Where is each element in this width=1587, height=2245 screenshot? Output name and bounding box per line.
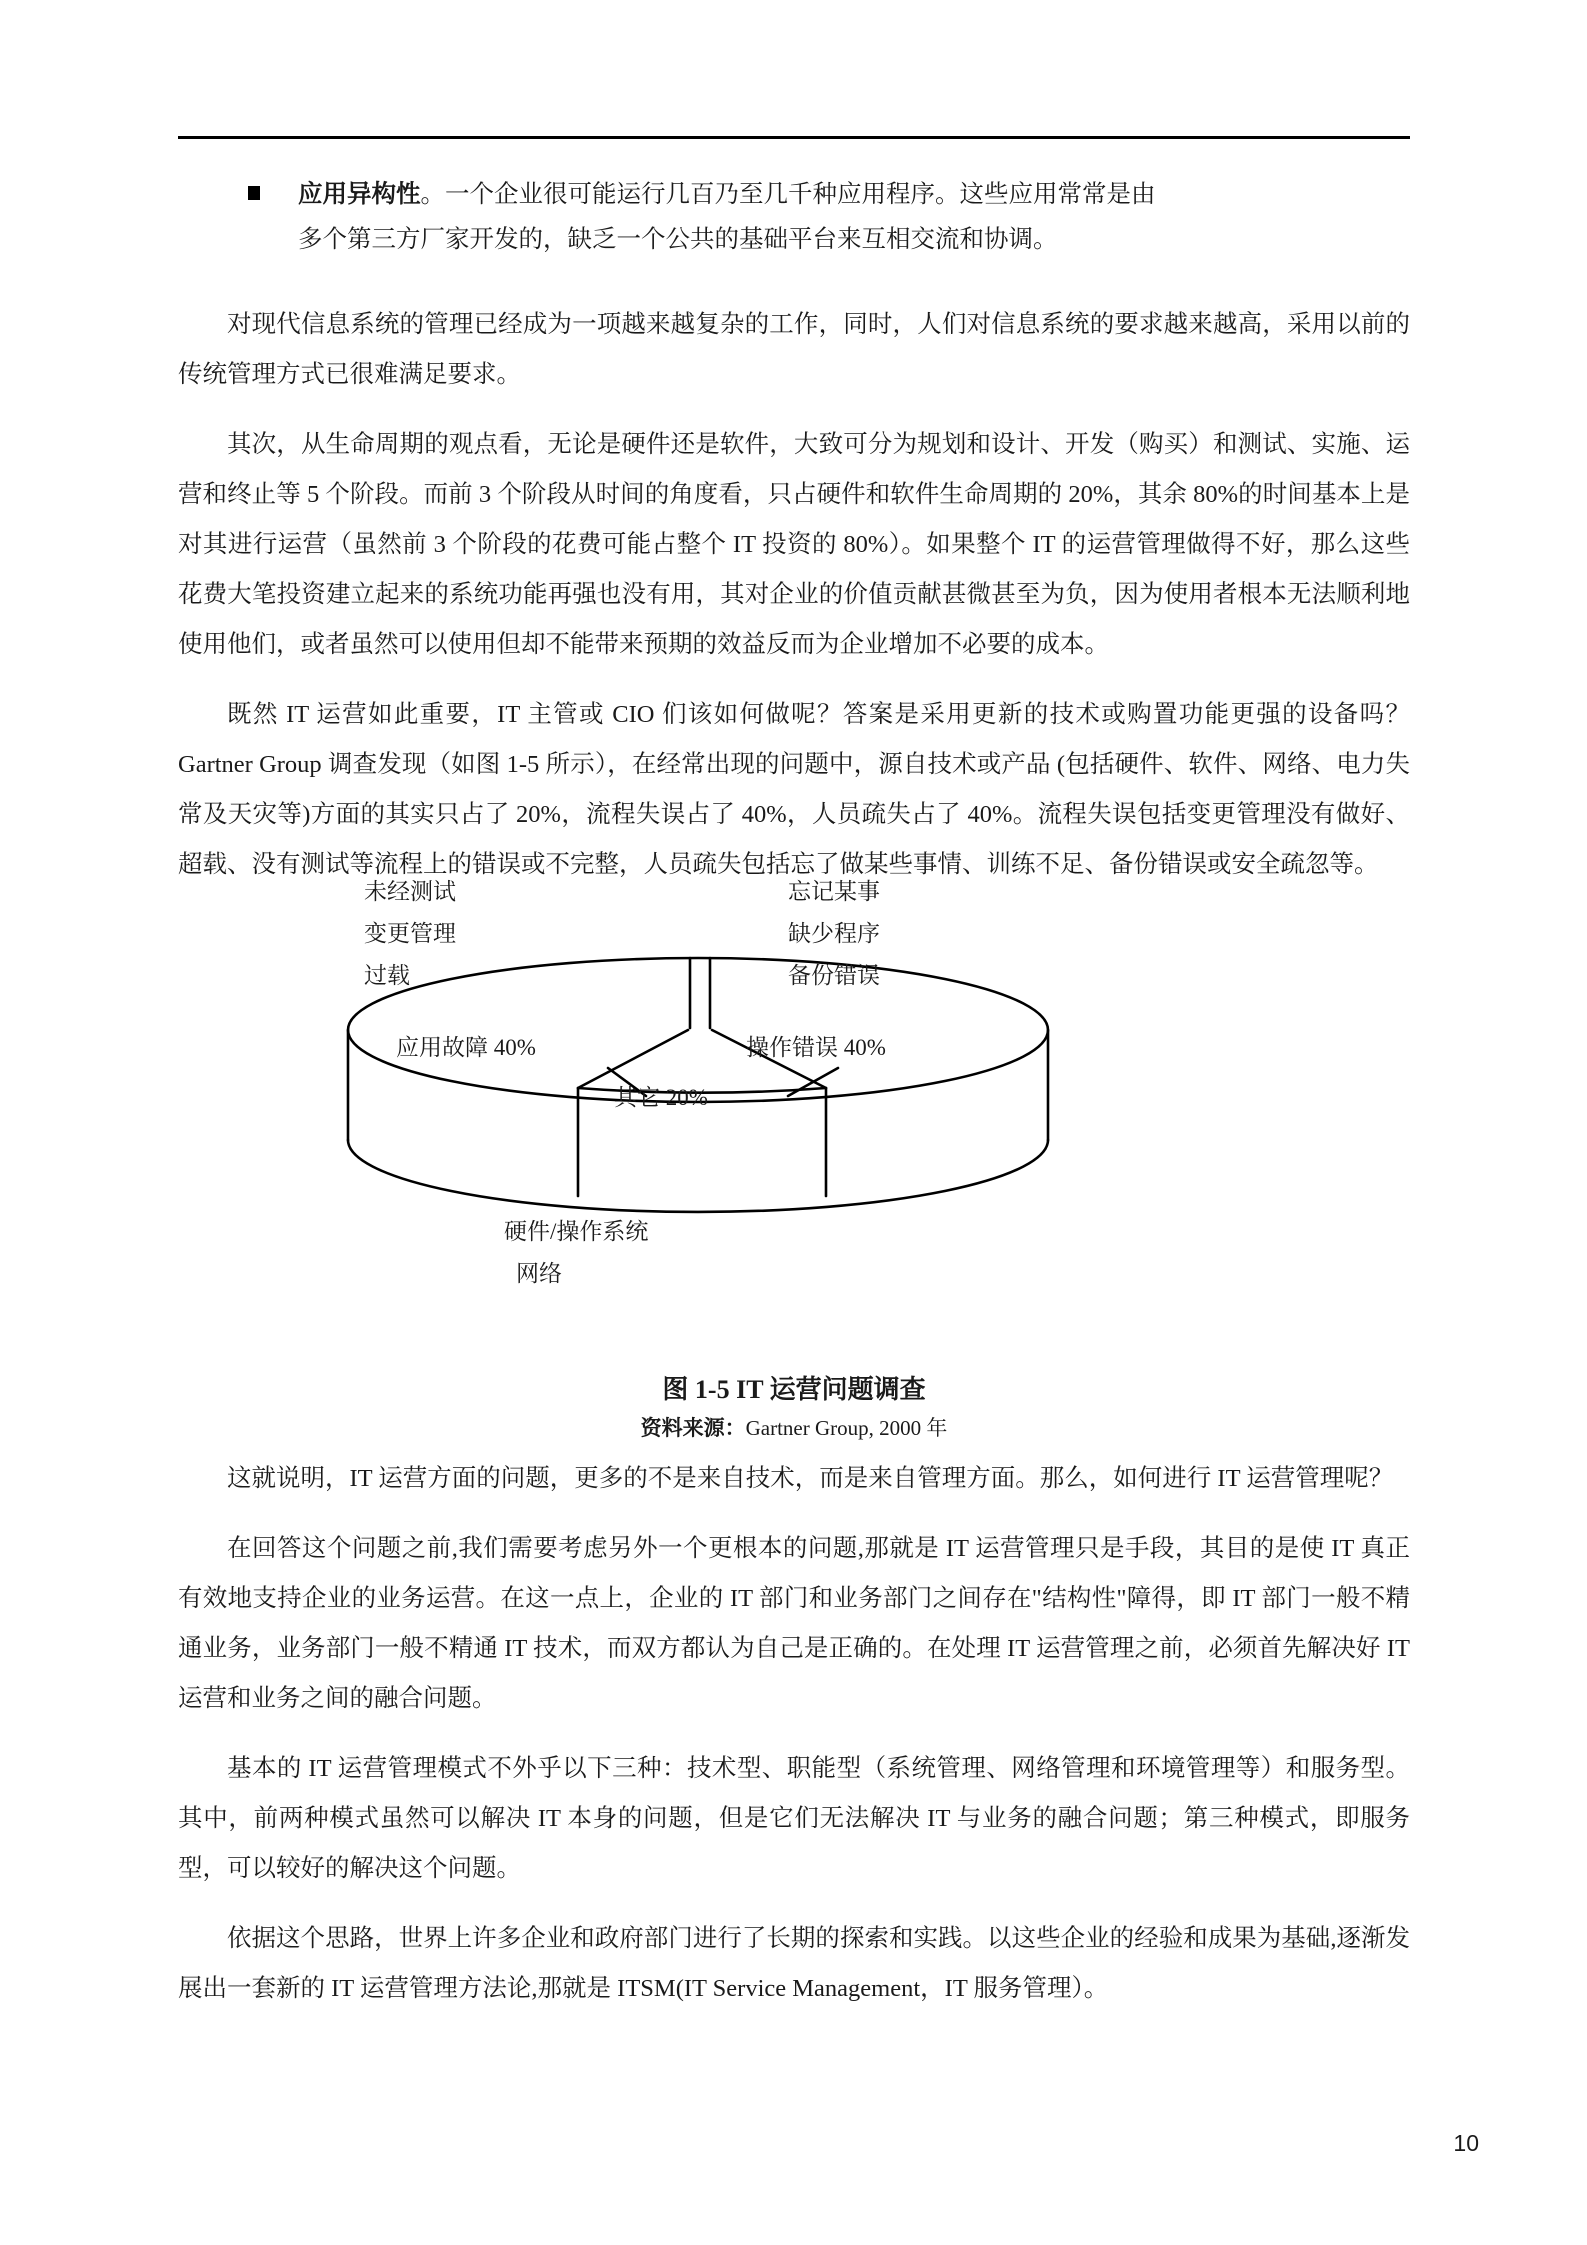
bullet-term: 应用异构性 (298, 181, 421, 208)
bullet-line2: 多个第三方厂家开发的，缺乏一个公共的基础平台来互相交流和协调。 (298, 226, 1058, 253)
figure-label-right-1: 忘记某事 (788, 879, 880, 904)
pie-chart-3d (178, 890, 1410, 1290)
bullet-line1: 。一个企业很可能运行几百乃至几千种应用程序。这些应用常常是由 (420, 181, 1156, 208)
paragraph-2: 其次，从生命周期的观点看，无论是硬件还是软件，大致可分为规划和设计、开发（购买）和测试、实施、运营和终止等 5 个阶段。而前 3 个阶段从时间的角度看，只占硬件和软件生命周期的 20%，其余 80%的时间基本上是对其进行运营（虽然前 3 个阶段的花费可能占整个 IT 投资的 80%）。如果整个 IT 的运营管理做得不好，那么这些花费大笔投资建立起来的系统功能再强也没有用，其对企业的价值贡献甚微甚至为负，因为使用者根本无法顺利地使用他们，或者虽然可以使用但却不能带来预期的效益反而为企业增加不必要的成本。 (178, 431, 1410, 658)
paragraph-1: 对现代信息系统的管理已经成为一项越来越复杂的工作，同时，人们对信息系统的要求越来越高，采用以前的传统管理方式已很难满足要求。 (178, 311, 1410, 388)
paragraph-7: 依据这个思路，世界上许多企业和政府部门进行了长期的探索和实践。以这些企业的经验和成果为基础,逐渐发展出一套新的 IT 运营管理方法论,那就是 ITSM(IT Service Management，IT 服务管理）。 (178, 1925, 1410, 2002)
figure-label-left-2: 变更管理 (364, 921, 456, 946)
slice-label-left: 应用故障 40% (396, 1035, 536, 1060)
body-text-top (178, 300, 1410, 2014)
paragraph-4: 这就说明，IT 运营方面的问题，更多的不是来自技术，而是来自管理方面。那么，如何进行 IT 运营管理呢？ (227, 1465, 1394, 1492)
page-number: 10 (1453, 2130, 1479, 2156)
figure-1-5 (178, 879, 1410, 1360)
figure-label-left-1: 未经测试 (364, 879, 456, 904)
figure-source (178, 1410, 1410, 1446)
figure-label-left-3: 过载 (364, 963, 410, 988)
header-divider (178, 136, 1410, 139)
figure-label-right-3: 备份错误 (788, 963, 880, 988)
slice-label-front: 其它 20% (614, 1085, 708, 1110)
figure-source-value: Gartner Group, 2000 年 (745, 1416, 948, 1440)
paragraph-3: 既然 IT 运营如此重要，IT 主管或 CIO 们该如何做呢？答案是采用更新的技术或购置功能更强的设备吗？Gartner Group 调查发现（如图 1-5 所示），在经常出现的问题中，源自技术或产品 (包括硬件、软件、网络、电力失常及天灾等)方面的其实只占了 20%，流程失误占了 40%，人员疏失占了 40%。流程失误包括变更管理没有做好、超载、没有测试等流程上的错误或不完整，人员疏失包括忘了做某些事情、训练不足、备份错误或安全疏忽等。 (178, 701, 1410, 878)
figure-label-bottom-1: 硬件/操作系统 (504, 1219, 649, 1244)
figure-caption: 图 1-5 IT 运营问题调查 (662, 1375, 926, 1404)
bullet-paragraph (298, 172, 1358, 262)
paragraph-6: 基本的 IT 运营管理模式不外乎以下三种：技术型、职能型（系统管理、网络管理和环境管理等）和服务型。其中，前两种模式虽然可以解决 IT 本身的问题，但是它们无法解决 IT 与业务的融合问题；第三种模式，即服务型，可以较好的解决这个问题。 (178, 1755, 1410, 1882)
figure-label-bottom-2: 网络 (516, 1261, 562, 1286)
bullet-item (178, 172, 1410, 262)
figure-label-right-2: 缺少程序 (788, 921, 880, 946)
paragraph-5: 在回答这个问题之前,我们需要考虑另外一个更根本的问题,那就是 IT 运营管理只是手段，其目的是使 IT 真正有效地支持企业的业务运营。在这一点上，企业的 IT 部门和业务部门之间存在"结构性"障得，即 IT 部门一般不精通业务，业务部门一般不精通 IT 技术，而双方都认为自己是正确的。在处理 IT 运营管理之前，必须首先解决好 IT 运营和业务之间的融合问题。 (178, 1535, 1410, 1712)
slice-label-right: 操作错误 40% (746, 1035, 886, 1060)
figure-source-label: 资料来源： (640, 1416, 746, 1440)
square-bullet-icon (248, 186, 260, 200)
